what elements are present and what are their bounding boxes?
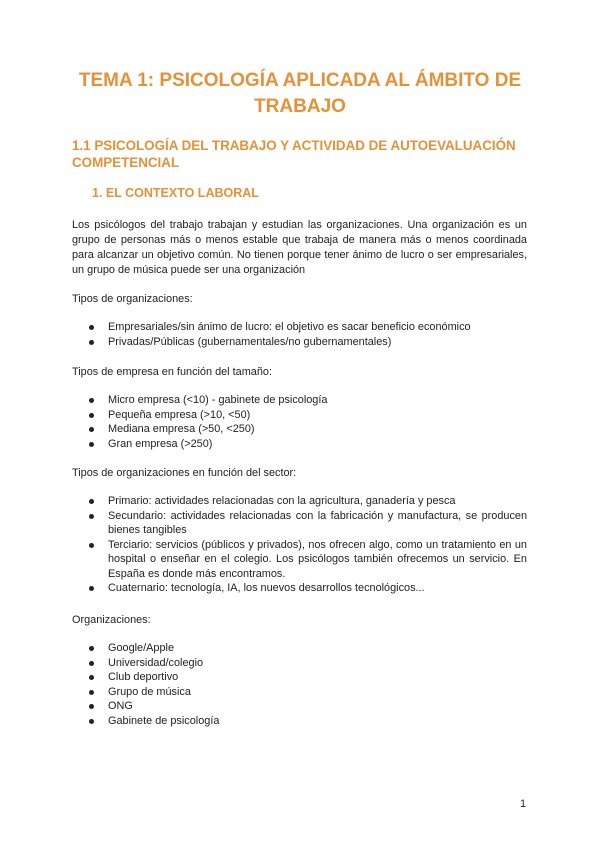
bullet-icon — [89, 543, 94, 548]
intro-paragraph: Los psicólogos del trabajo trabajan y estudian las organizaciones. Una organización es un grupo de personas más o menos estable que trabaja de manera más o menos coordinada para alcanzar un objetivo común. No tienen porque tener ánimo de lucro o ser empresariales, un grupo de música puede ser una organización — [72, 219, 527, 276]
list-item: Privadas/Públicas (gubernamentales/no gubernamentales) — [72, 335, 527, 350]
list-item: Universidad/colegio — [72, 656, 527, 671]
bullet-icon — [89, 325, 94, 330]
bullet-icon — [89, 586, 94, 591]
list-item: Club deportivo — [72, 670, 527, 685]
sector-types-label: Tipos de organizaciones en función del sector: — [72, 467, 297, 479]
bullet-icon — [89, 442, 94, 447]
list-item: Google/Apple — [72, 641, 527, 656]
bullet-icon — [89, 499, 94, 504]
bullet-icon — [89, 675, 94, 680]
section-heading: 1.1 PSICOLOGÍA DEL TRABAJO Y ACTIVIDAD DE AUTOEVALUACIÓN COMPETENCIAL — [72, 138, 516, 170]
bullet-icon — [89, 661, 94, 666]
list-item: Secundario: actividades relacionadas con la fabricación y manufactura, se producen bienes tangibles — [72, 509, 527, 538]
list-item: Mediana empresa (>50, <250) — [72, 422, 527, 437]
list-item: Pequeña empresa (>10, <50) — [72, 408, 527, 423]
list-item: Terciario: servicios (públicos y privados), nos ofrecen algo, como un tratamiento en un hospital o enseñar en el colegio. Los psicólogos también ofrecemos un servicio. En España es donde más encontramos. — [72, 538, 527, 582]
size-types-list — [72, 393, 527, 451]
size-types-label: Tipos de empresa en función del tamaño: — [72, 366, 272, 378]
list-item: Gabinete de psicología — [72, 714, 527, 729]
list-item: Grupo de música — [72, 685, 527, 700]
bullet-icon — [89, 427, 94, 432]
list-item: Gran empresa (>250) — [72, 437, 527, 452]
bullet-icon — [89, 646, 94, 651]
document-title: TEMA 1: PSICOLOGÍA APLICADA AL ÁMBITO DE TRABAJO — [78, 70, 522, 117]
bullet-icon — [89, 704, 94, 709]
bullet-icon — [89, 719, 94, 724]
list-item: Primario: actividades relacionadas con la agricultura, ganadería y pesca — [72, 494, 527, 509]
subsection-heading: 1. EL CONTEXTO LABORAL — [92, 186, 259, 200]
list-item: Empresariales/sin ánimo de lucro: el objetivo es sacar beneficio económico — [72, 320, 527, 335]
list-item: Cuaternario: tecnología, IA, los nuevos desarrollos tecnológicos... — [72, 581, 527, 596]
sector-types-list — [72, 494, 527, 596]
page-number: 1 — [519, 798, 526, 810]
list-item: Micro empresa (<10) - gabinete de psicología — [72, 393, 527, 408]
bullet-icon — [89, 413, 94, 418]
bullet-icon — [89, 340, 94, 345]
list-item: ONG — [72, 699, 527, 714]
bullet-icon — [89, 690, 94, 695]
examples-label: Organizaciones: — [72, 614, 151, 626]
org-types-list — [72, 320, 527, 349]
examples-list — [72, 641, 527, 728]
bullet-icon — [89, 514, 94, 519]
org-types-label: Tipos de organizaciones: — [72, 293, 193, 305]
bullet-icon — [89, 398, 94, 403]
